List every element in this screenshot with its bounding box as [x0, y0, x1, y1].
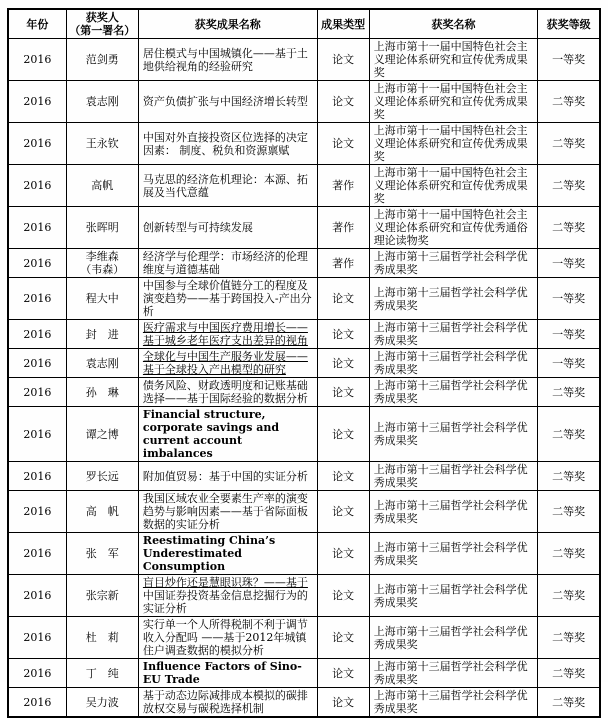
- cell-achievement-type: 论文: [317, 278, 369, 320]
- cell-award-level: 一等奖: [538, 349, 600, 378]
- cell-achievement-title: [138, 39, 317, 81]
- cell-achievement-title: [138, 81, 317, 123]
- title-normal-part: Influence Factors of Sino-EU Trade: [142, 660, 302, 686]
- cell-award-name: 上海市第十一届中国特色社会主义理论体系研究和宣传优秀成果奖: [369, 39, 538, 81]
- title-underlined-part: 盲目炒作还是慧眼识珠？——基于: [142, 576, 308, 589]
- cell-award-name: 上海市第十三届哲学社会科学优秀成果奖: [369, 249, 538, 278]
- table-row: [8, 278, 600, 320]
- cell-year: 2016: [8, 249, 66, 278]
- cell-award-name: 上海市第十三届哲学社会科学优秀成果奖: [369, 320, 538, 349]
- cell-achievement-type: 论文: [317, 123, 369, 165]
- cell-award-level: 一等奖: [538, 249, 600, 278]
- cell-awardee-name: 袁志刚: [66, 349, 138, 378]
- cell-award-name: 上海市第十一届中国特色社会主义理论体系研究和宣传优秀通俗理论读物奖: [369, 207, 538, 249]
- cell-achievement-type: 论文: [317, 320, 369, 349]
- cell-achievement-type: 论文: [317, 39, 369, 81]
- cell-achievement-type: 论文: [317, 617, 369, 659]
- cell-award-level: 二等奖: [538, 207, 600, 249]
- table-row: [8, 349, 600, 378]
- cell-achievement-title: [138, 207, 317, 249]
- title-normal-part: 居住模式与中国城镇化——基于土地供给视角的经验研究: [142, 46, 308, 73]
- title-normal-part: 马克思的经济危机理论：本源、拓展及当代意蕴: [142, 172, 308, 199]
- cell-award-name: 上海市第十三届哲学社会科学优秀成果奖: [369, 659, 538, 688]
- cell-awardee-name: 张晖明: [66, 207, 138, 249]
- cell-award-name: 上海市第十三届哲学社会科学优秀成果奖: [369, 575, 538, 617]
- cell-achievement-type: 论文: [317, 81, 369, 123]
- cell-year: 2016: [8, 617, 66, 659]
- cell-award-name: 上海市第十三届哲学社会科学优秀成果奖: [369, 688, 538, 718]
- header-label: 获奖人: [85, 11, 119, 24]
- cell-award-name: 上海市第十三届哲学社会科学优秀成果奖: [369, 349, 538, 378]
- cell-year: 2016: [8, 81, 66, 123]
- header-label: 成果类型: [321, 17, 366, 31]
- header-label: 获奖等级: [546, 17, 591, 31]
- cell-award-name: 上海市第十三届哲学社会科学优秀成果奖: [369, 378, 538, 407]
- cell-awardee-name: 张 军: [66, 533, 138, 575]
- cell-achievement-type: 论文: [317, 407, 369, 462]
- cell-award-name: 上海市第十一届中国特色社会主义理论体系研究和宣传优秀成果奖: [369, 81, 538, 123]
- title-normal-part: 经济学与伦理学：市场经济的伦理维度与道德基础: [142, 250, 308, 276]
- cell-year: 2016: [8, 575, 66, 617]
- table-row: [8, 575, 600, 617]
- table-row: [8, 165, 600, 207]
- table-row: [8, 320, 600, 349]
- cell-year: 2016: [8, 123, 66, 165]
- title-normal-part: 创新转型与可持续发展: [142, 221, 253, 234]
- cell-awardee-name: 罗长远: [66, 462, 138, 491]
- cell-achievement-title: [138, 688, 317, 718]
- awards-table: [7, 8, 601, 718]
- header-cell-achievement-type: [317, 9, 369, 39]
- header-cell-awardee: [66, 9, 138, 39]
- cell-achievement-title: [138, 462, 317, 491]
- cell-award-level: 二等奖: [538, 659, 600, 688]
- cell-award-level: 二等奖: [538, 533, 600, 575]
- cell-year: 2016: [8, 688, 66, 718]
- title-normal-part: 附加值贸易：基于中国的实证分析: [142, 469, 308, 483]
- cell-awardee-name: 谭之博: [66, 407, 138, 462]
- cell-achievement-title: [138, 123, 317, 165]
- title-normal-part: 基于动态边际减排成本模拟的碳排放权交易与碳税选择机制: [142, 689, 308, 715]
- cell-award-level: 二等奖: [538, 617, 600, 659]
- cell-achievement-type: 著作: [317, 207, 369, 249]
- title-normal-part: 中国对外直接投资区位选择的决定因素： 制度、税负和资源禀赋: [142, 130, 308, 157]
- title-normal-part: Reestimating China’s Underestimated Consumption: [142, 534, 276, 573]
- cell-achievement-type: 著作: [317, 249, 369, 278]
- title-underlined-part: 全球化与中国生产服务业发展——基于全球投入产出模型的研究: [142, 350, 308, 376]
- cell-year: 2016: [8, 407, 66, 462]
- cell-year: 2016: [8, 378, 66, 407]
- cell-achievement-title: [138, 491, 317, 533]
- cell-award-level: 二等奖: [538, 407, 600, 462]
- cell-awardee-name: 孙 琳: [66, 378, 138, 407]
- header-label: 获奖名称: [431, 17, 476, 31]
- cell-achievement-title: [138, 378, 317, 407]
- table-row: [8, 378, 600, 407]
- table-row: [8, 491, 600, 533]
- table-row: [8, 659, 600, 688]
- cell-achievement-title: [138, 278, 317, 320]
- cell-achievement-type: 论文: [317, 688, 369, 718]
- cell-achievement-type: 论文: [317, 462, 369, 491]
- cell-award-name: 上海市第十一届中国特色社会主义理论体系研究和宣传优秀成果奖: [369, 165, 538, 207]
- cell-awardee-name: 吴力波: [66, 688, 138, 718]
- cell-year: 2016: [8, 462, 66, 491]
- title-normal-part: Financial structure, corporate savings and current account imbalances: [142, 408, 280, 460]
- header-cell-award-name: [369, 9, 538, 39]
- title-normal-part: 中国证券投资基金信息挖掘行为的实证分析: [142, 589, 308, 615]
- table-row: [8, 688, 600, 718]
- table-row: [8, 123, 600, 165]
- cell-award-name: 上海市第十三届哲学社会科学优秀成果奖: [369, 407, 538, 462]
- cell-year: 2016: [8, 320, 66, 349]
- table-row: [8, 407, 600, 462]
- cell-year: 2016: [8, 349, 66, 378]
- cell-achievement-title: [138, 575, 317, 617]
- cell-award-level: 二等奖: [538, 491, 600, 533]
- header-sublabel: （第一署名）: [69, 24, 136, 37]
- cell-year: 2016: [8, 491, 66, 533]
- header-label: 年份: [26, 17, 49, 31]
- table-row: [8, 462, 600, 491]
- cell-achievement-type: 论文: [317, 378, 369, 407]
- cell-awardee-name: 杜 莉: [66, 617, 138, 659]
- cell-award-name: 上海市第十三届哲学社会科学优秀成果奖: [369, 533, 538, 575]
- cell-awardee-name: 李维森 （韦森）: [66, 249, 138, 278]
- cell-year: 2016: [8, 165, 66, 207]
- cell-award-name: 上海市第十三届哲学社会科学优秀成果奖: [369, 617, 538, 659]
- cell-achievement-type: 论文: [317, 349, 369, 378]
- cell-achievement-title: [138, 320, 317, 349]
- cell-awardee-name: 丁 纯: [66, 659, 138, 688]
- cell-award-name: 上海市第十三届哲学社会科学优秀成果奖: [369, 278, 538, 320]
- header-label: 获奖成果名称: [194, 17, 261, 31]
- cell-awardee-name: 高帆: [66, 165, 138, 207]
- cell-awardee-name: 袁志刚: [66, 81, 138, 123]
- cell-award-level: 二等奖: [538, 462, 600, 491]
- cell-year: 2016: [8, 278, 66, 320]
- header-row: [8, 9, 600, 39]
- cell-year: 2016: [8, 659, 66, 688]
- title-normal-part: 我国区域农业全要素生产率的演变趋势与影响因素——基于省际面板数据的实证分析: [142, 492, 308, 531]
- cell-awardee-name: 高 帆: [66, 491, 138, 533]
- cell-award-level: 二等奖: [538, 575, 600, 617]
- cell-year: 2016: [8, 207, 66, 249]
- cell-achievement-type: 论文: [317, 575, 369, 617]
- header-cell-achievement-title: [138, 9, 317, 39]
- cell-awardee-name: 范剑勇: [66, 39, 138, 81]
- title-normal-part: 资产负债扩张与中国经济增长转型: [142, 95, 308, 108]
- cell-awardee-name: 张宗新: [66, 575, 138, 617]
- cell-year: 2016: [8, 39, 66, 81]
- cell-achievement-title: [138, 349, 317, 378]
- cell-award-level: 二等奖: [538, 81, 600, 123]
- cell-award-level: 二等奖: [538, 378, 600, 407]
- header-cell-year: [8, 9, 66, 39]
- cell-achievement-type: 著作: [317, 165, 369, 207]
- cell-achievement-title: [138, 617, 317, 659]
- cell-award-name: 上海市第十一届中国特色社会主义理论体系研究和宣传优秀成果奖: [369, 123, 538, 165]
- table-row: [8, 81, 600, 123]
- table-row: [8, 207, 600, 249]
- title-underlined-part: 医疗需求与中国医疗费用增长——基于城乡老年医疗支出差异的视角: [142, 321, 308, 347]
- title-normal-part: 实行单一个人所得税制不利于调节收入分配吗 ——基于2012年城镇住户调查数据的模拟分析: [142, 618, 308, 657]
- cell-year: 2016: [8, 533, 66, 575]
- cell-achievement-title: [138, 659, 317, 688]
- cell-awardee-name: 程大中: [66, 278, 138, 320]
- cell-awardee-name: 王永钦: [66, 123, 138, 165]
- cell-achievement-type: 论文: [317, 659, 369, 688]
- cell-awardee-name: 封 进: [66, 320, 138, 349]
- cell-achievement-title: [138, 165, 317, 207]
- title-normal-part: 中国参与全球价值链分工的程度及演变趋势——基于跨国投入-产出分析: [142, 279, 312, 318]
- cell-award-level: 一等奖: [538, 320, 600, 349]
- cell-achievement-title: [138, 407, 317, 462]
- cell-award-level: 二等奖: [538, 165, 600, 207]
- cell-achievement-type: 论文: [317, 533, 369, 575]
- cell-achievement-title: [138, 249, 317, 278]
- header-cell-award-level: [538, 9, 600, 39]
- cell-award-level: 一等奖: [538, 39, 600, 81]
- table-row: [8, 617, 600, 659]
- table-row: [8, 39, 600, 81]
- cell-award-level: 一等奖: [538, 278, 600, 320]
- cell-achievement-title: [138, 533, 317, 575]
- table-row: [8, 249, 600, 278]
- cell-award-name: 上海市第十三届哲学社会科学优秀成果奖: [369, 462, 538, 491]
- cell-achievement-type: 论文: [317, 491, 369, 533]
- cell-award-level: 二等奖: [538, 688, 600, 718]
- title-normal-part: 债务风险、财政透明度和记账基础选择——基于国际经验的数据分析: [142, 379, 308, 405]
- cell-award-name: 上海市第十三届哲学社会科学优秀成果奖: [369, 491, 538, 533]
- cell-award-level: 二等奖: [538, 123, 600, 165]
- table-row: [8, 533, 600, 575]
